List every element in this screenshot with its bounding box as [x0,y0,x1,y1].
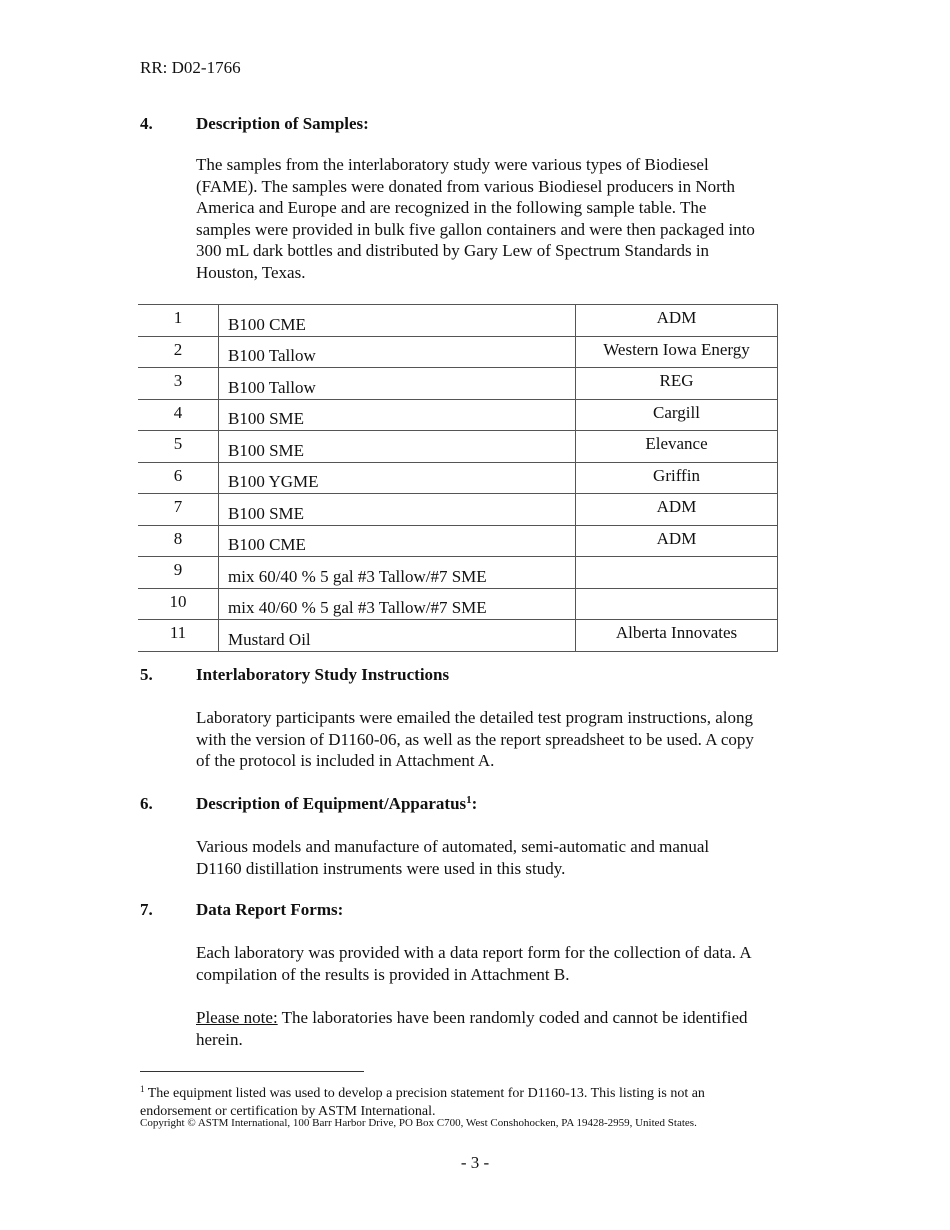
sample-number: 5 [138,431,219,463]
samples-table [138,304,778,652]
sample-number: 11 [138,620,219,652]
sample-description: B100 SME [219,494,576,526]
section-6-body [196,836,816,879]
sample-number: 10 [138,588,219,620]
report-id-header: RR: D02-1766 [140,58,241,77]
table-row [138,588,778,620]
body-line: America and Europe and are recognized in the following sample table. The [196,198,707,218]
body-line: compilation of the results is provided in Attachment B. [196,964,570,984]
table-row [138,431,778,463]
sample-source: ADM [576,525,778,557]
section-4-number: 4. [140,114,153,133]
sample-description: B100 YGME [219,462,576,494]
note-line [196,1007,816,1029]
sample-number: 6 [138,462,219,494]
sample-source: ADM [576,305,778,337]
table-row [138,368,778,400]
sample-source [576,557,778,589]
note-label: Please note: [196,1008,278,1027]
sample-description: mix 40/60 % 5 gal #3 Tallow/#7 SME [219,588,576,620]
body-line: of the protocol is included in Attachment A. [196,751,495,771]
table-row [138,494,778,526]
table-row [138,620,778,652]
table-row [138,399,778,431]
sample-number: 4 [138,399,219,431]
sample-source: Western Iowa Energy [576,336,778,368]
page-number: - 3 - [460,1153,490,1172]
body-line: Laboratory participants were emailed the detailed test program instructions, along [196,708,754,727]
section-7-title: Data Report Forms: [196,900,344,919]
copyright-notice: Copyright © ASTM International, 100 Barr Harbor Drive, PO Box C700, West Conshohocken, PA 19428-2959, United States. [140,1117,697,1129]
sample-description: B100 SME [219,431,576,463]
body-line: 300 mL dark bottles and distributed by Gary Lew of Spectrum Standards in [196,241,710,261]
sample-description: B100 CME [219,525,576,557]
sample-number: 3 [138,368,219,400]
section-6-title [196,794,477,814]
sample-number: 1 [138,305,219,337]
sample-source: Griffin [576,462,778,494]
section-4-title: Description of Samples: [196,114,369,133]
section-5-title: Interlaboratory Study Instructions [196,665,450,684]
sample-source: ADM [576,494,778,526]
body-line: Each laboratory was provided with a data report form for the collection of data. A [196,943,752,962]
table-row [138,525,778,557]
table-row [138,336,778,368]
body-line: The samples from the interlaboratory study were various types of Biodiesel [196,155,709,174]
body-line: D1160 distillation instruments were used in this study. [196,858,566,878]
footnote [140,1080,820,1121]
sample-description: mix 60/40 % 5 gal #3 Tallow/#7 SME [219,557,576,589]
section-5-body [196,707,816,772]
sample-number: 9 [138,557,219,589]
sample-source: Alberta Innovates [576,620,778,652]
body-line: Various models and manufacture of automated, semi-automatic and manual [196,837,710,856]
footnote-line: endorsement or certification by ASTM International. [140,1104,436,1119]
sample-number: 8 [138,525,219,557]
footnote-reference: 1 [466,794,472,806]
sample-number: 2 [138,336,219,368]
sample-source [576,588,778,620]
sample-number: 7 [138,494,219,526]
section-7-number: 7. [140,900,153,919]
sample-description: B100 SME [219,399,576,431]
section-6-title-text: Description of Equipment/Apparatus [196,794,467,813]
section-7-note [196,1007,816,1050]
section-7-body [196,942,816,985]
body-line: samples were provided in bulk five gallon containers and were then packaged into [196,219,755,239]
section-5-number: 5. [140,665,153,684]
sample-source: Elevance [576,431,778,463]
footnote-mark: 1 [140,1084,145,1094]
note-line: herein. [196,1029,243,1049]
sample-description: B100 Tallow [219,336,576,368]
sample-description: Mustard Oil [219,620,576,652]
body-line: (FAME). The samples were donated from various Biodiesel producers in North [196,176,735,196]
footnote-divider [140,1071,364,1072]
table-row [138,305,778,337]
note-text: The laboratories have been randomly coded and cannot be identified [277,1008,748,1027]
section-6-title-colon: : [471,794,478,813]
body-line: Houston, Texas. [196,262,306,282]
footnote-line [140,1080,820,1103]
table-row [138,462,778,494]
section-4-body [196,154,816,284]
sample-source: REG [576,368,778,400]
sample-description: B100 CME [219,305,576,337]
section-6-number: 6. [140,794,153,813]
sample-source: Cargill [576,399,778,431]
body-line: with the version of D1160-06, as well as the report spreadsheet to be used. A copy [196,729,754,749]
sample-description: B100 Tallow [219,368,576,400]
footnote-text: The equipment listed was used to develop a precision statement for D1160-13. This listing is not an [144,1086,705,1101]
table-row [138,557,778,589]
